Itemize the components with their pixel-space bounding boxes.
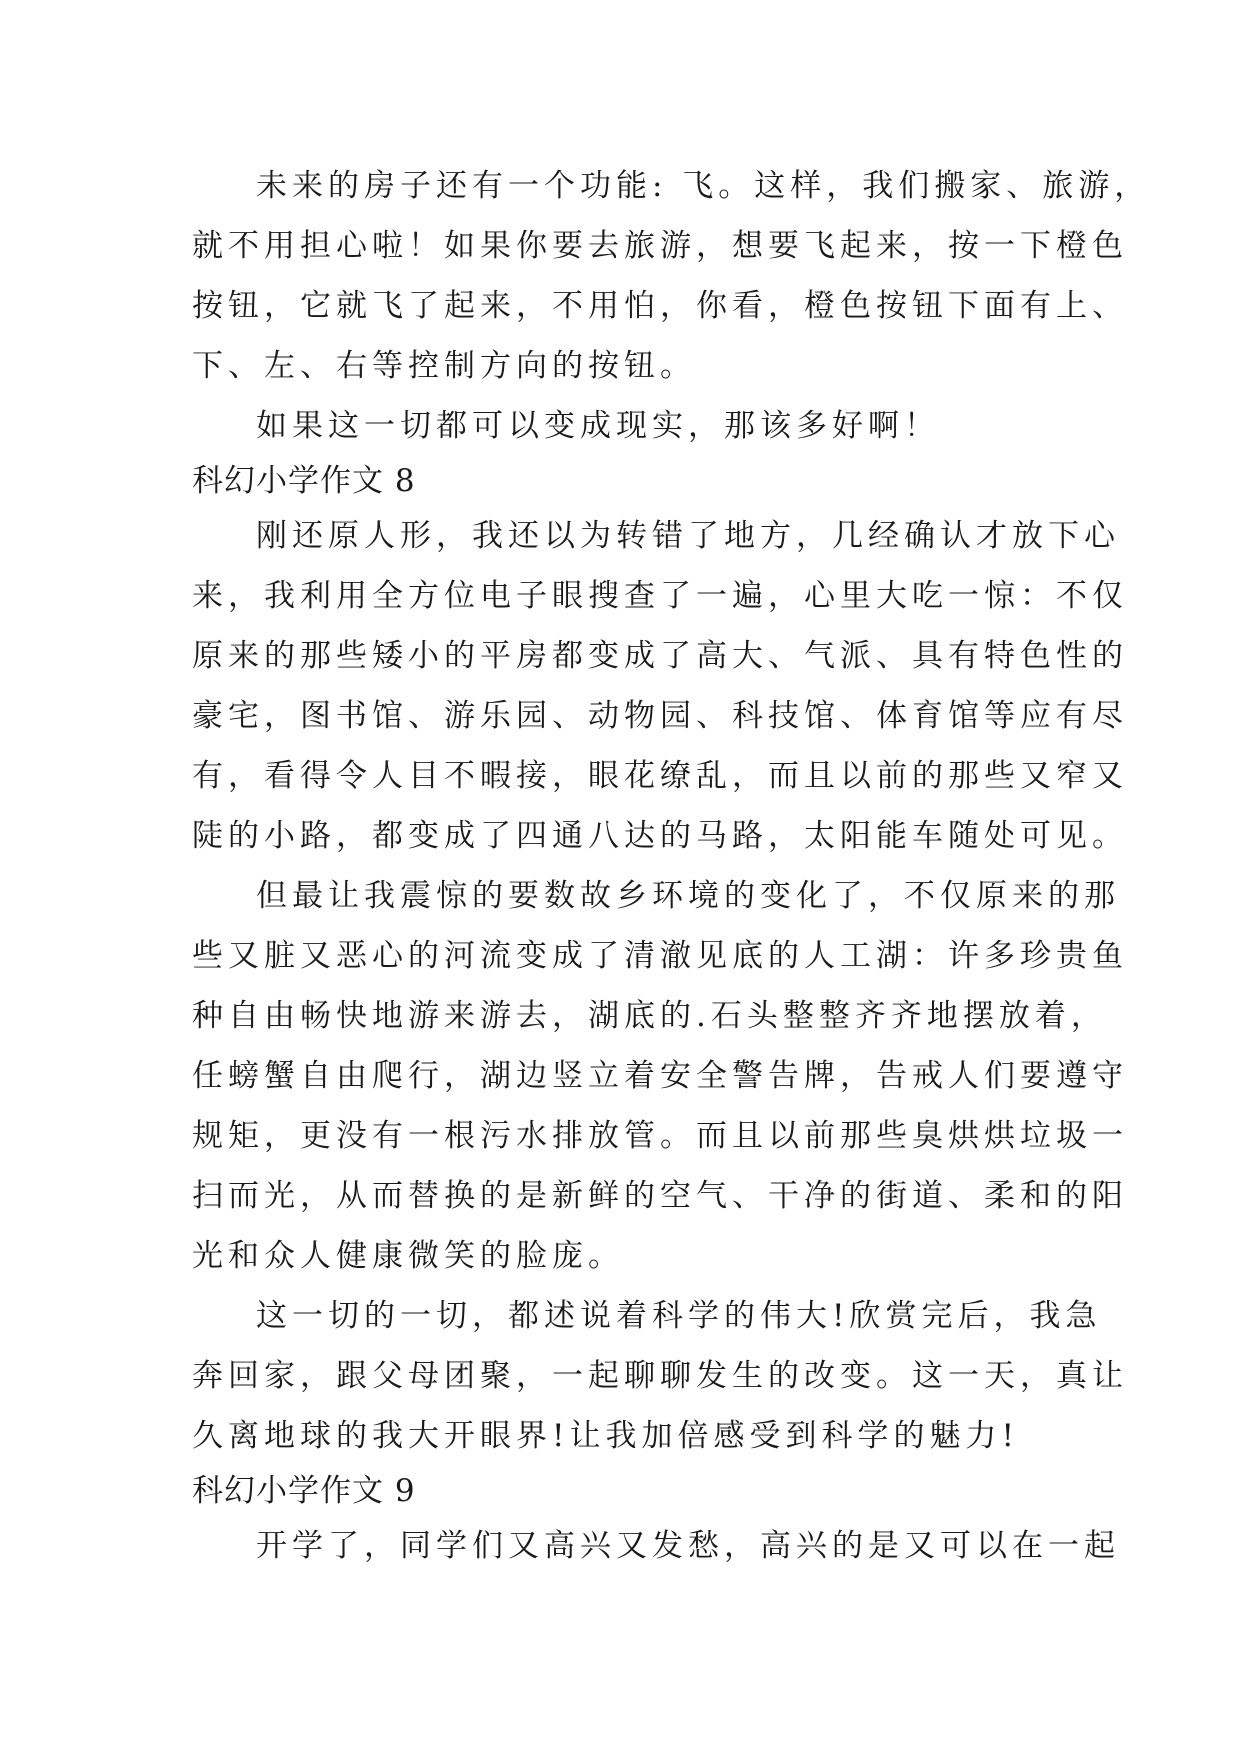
paragraph-line: 些又脏又恶心的河流变成了清澈见底的人工湖：许多珍贵鱼 xyxy=(192,938,1128,974)
paragraph-line: 有，看得令人目不暇接，眼花缭乱，而且以前的那些又窄又 xyxy=(192,758,1128,794)
section-heading: 科幻小学作文 9 xyxy=(192,1473,416,1509)
paragraph-line: 久离地球的我大开眼界!让我加倍感受到科学的魅力! xyxy=(192,1418,1019,1454)
paragraph-line: 未来的房子还有一个功能: 飞。这样，我们搬家、旅游， xyxy=(256,168,1151,204)
paragraph-line: 如果这一切都可以变成现实，那该多好啊！ xyxy=(256,408,940,444)
paragraph-line: 种自由畅快地游来游去，湖底的.石头整整齐齐地摆放着， xyxy=(192,998,1107,1034)
paragraph-line: 陡的小路，都变成了四通八达的马路，太阳能车随处可见。 xyxy=(192,818,1128,854)
paragraph-line: 原来的那些矮小的平房都变成了高大、气派、具有特色性的 xyxy=(192,638,1128,674)
paragraph-line: 下、左、右等控制方向的按钮。 xyxy=(192,348,696,384)
paragraph-line: 规矩，更没有一根污水排放管。而且以前那些臭烘烘垃圾一 xyxy=(192,1118,1128,1154)
paragraph-line: 这一切的一切，都述说着科学的伟大!欣赏完后，我急 xyxy=(256,1298,1102,1334)
paragraph-line: 按钮，它就飞了起来，不用怕，你看，橙色按钮下面有上、 xyxy=(192,288,1128,324)
paragraph-line: 但最让我震惊的要数故乡环境的变化了，不仅原来的那 xyxy=(256,878,1120,914)
paragraph-line: 来，我利用全方位电子眼搜查了一遍，心里大吃一惊：不仅 xyxy=(192,578,1128,614)
paragraph-line: 奔回家，跟父母团聚，一起聊聊发生的改变。这一天，真让 xyxy=(192,1358,1128,1394)
paragraph-line: 刚还原人形，我还以为转错了地方，几经确认才放下心 xyxy=(256,518,1120,554)
paragraph-line: 任螃蟹自由爬行，湖边竖立着安全警告牌，告戒人们要遵守 xyxy=(192,1058,1128,1094)
paragraph-line: 开学了，同学们又高兴又发愁，高兴的是又可以在一起 xyxy=(256,1528,1120,1564)
paragraph-line: 豪宅，图书馆、游乐园、动物园、科技馆、体育馆等应有尽 xyxy=(192,698,1128,734)
paragraph-line: 光和众人健康微笑的脸庞。 xyxy=(192,1238,624,1274)
paragraph-line: 扫而光，从而替换的是新鲜的空气、干净的街道、柔和的阳 xyxy=(192,1178,1128,1214)
paragraph-line: 就不用担心啦！如果你要去旅游，想要飞起来，按一下橙色 xyxy=(192,228,1128,264)
section-heading: 科幻小学作文 8 xyxy=(192,463,416,499)
